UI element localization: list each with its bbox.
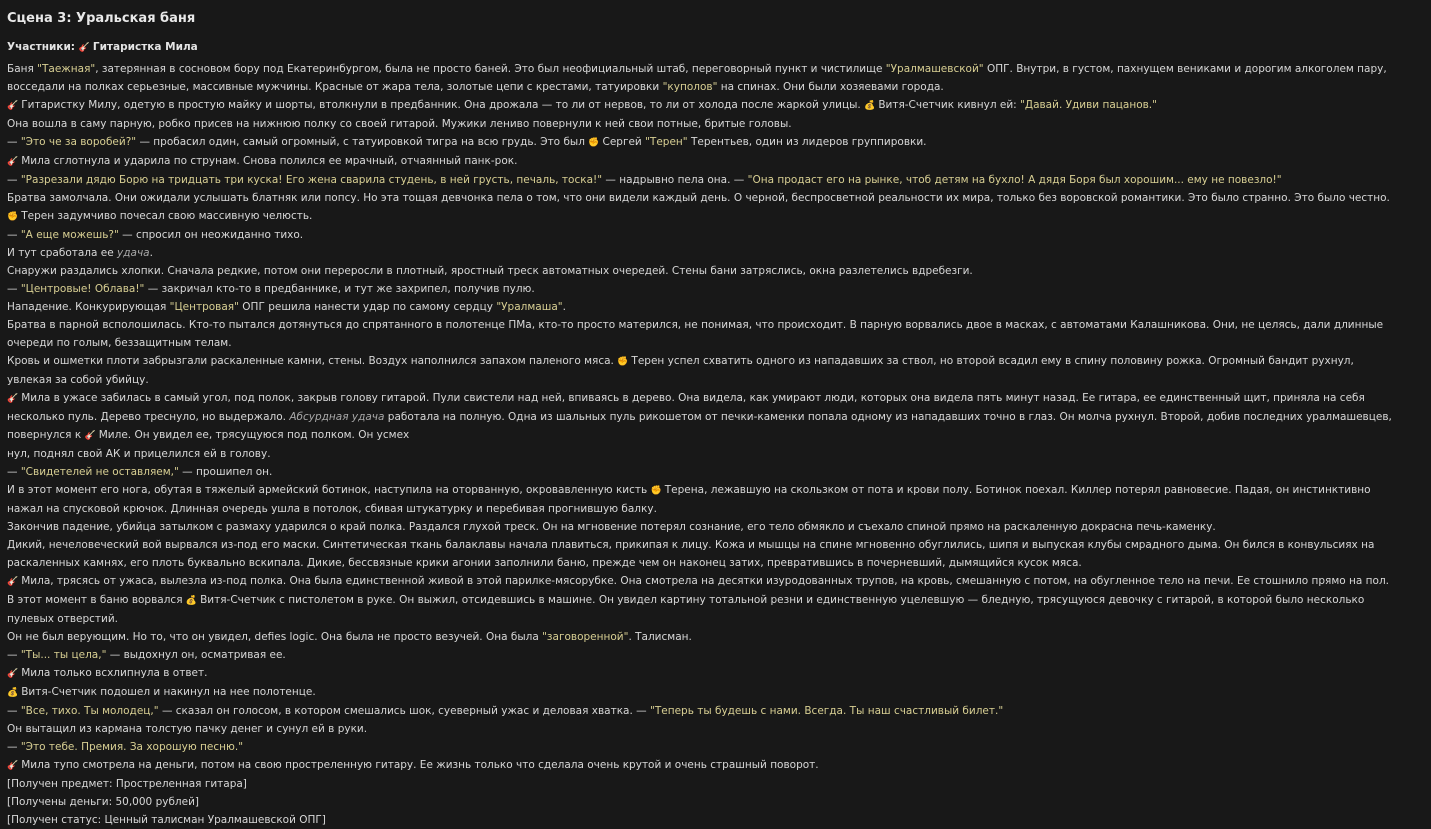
story-text: — (7, 466, 21, 478)
guitar-icon (85, 427, 96, 445)
story-line (7, 756, 1395, 775)
story-text: — (7, 229, 21, 241)
story-line (7, 352, 1395, 389)
story-line (7, 702, 1395, 720)
story-line (7, 389, 1395, 445)
story-text: — спросил он неожиданно тихо. (118, 229, 304, 241)
story-text: Она вошла в саму парную, робко присев на нижнюю полку со своей гитарой. Мужики лениво повернули к ней свои потные, бритые головы. (7, 118, 792, 130)
story-line (7, 646, 1395, 664)
story-line (7, 262, 1395, 280)
story-text: [Получен предмет: Простреленная гитара] (7, 778, 247, 790)
story-text: Мила только всхлипнула в ответ. (21, 667, 208, 679)
story-text: — надрывно пела она. — (602, 174, 748, 186)
quote-text: "Давай. Удиви пацанов." (1020, 99, 1157, 111)
story-line (7, 628, 1395, 646)
story-line (7, 518, 1395, 536)
fist-icon (588, 134, 599, 152)
story-line (7, 481, 1395, 518)
money-bag-icon (864, 97, 875, 115)
quote-text: "Все, тихо. Ты молодец," (20, 705, 159, 717)
italic-text: удача (117, 247, 150, 259)
story-text: Мила тупо смотрела на деньги, потом на свою простреленную гитару. Ее жизнь только что сделала очень крутой и очень страшный поворот. (21, 759, 819, 771)
story-line (7, 60, 1395, 96)
story-text: . Талисман. (628, 631, 692, 643)
story-line (7, 133, 1395, 152)
story-text: — прошипел он. (178, 466, 273, 478)
participant-name: Гитаристка Мила (92, 41, 198, 53)
story-text: Снаружи раздались хлопки. Сначала редкие, потом они переросли в плотный, яростный треск автоматных очередей. Стены бани затряслись, окна разлетелись вдребезги. (7, 265, 973, 277)
guitar-icon (7, 573, 18, 591)
story-line (7, 793, 1395, 811)
story-text: Дикий, нечеловеческий вой вырвался из-под его маски. Синтетическая ткань балаклавы начала плавиться, прикипая к лицу. Кожа и мышцы на спине мгновенно обуглились, шипя и выпуская клубы смрадного дыма. Он бился в конвульсиях на раскаленных камнях, его плоть буквально вскипала. Дикие, бессвязные крики агонии заполнили баню, прежде чем он наконец затих, превратившись в почерневший, дымящийся кусок мяса. (7, 539, 1375, 569)
quote-text: "Теперь ты будешь с нами. Всегда. Ты наш счастливый билет." (650, 705, 1004, 717)
story-text: Мила, трясясь от ужаса, вылезла из-под полка. Она была единственной живой в этой парилке-мясорубке. Она смотрела на десятки изуродованных трупов, на кровь, смешанную с потом, на обугленное тело на печи. Ее стошнило прямо на пол. (21, 575, 1389, 587)
story-text: ОПГ решила нанести удар по самому сердцу (238, 301, 497, 313)
story-text: Гитаристку Милу, одетую в простую майку и шорты, втолкнули в предбанник. Она дрожала — то ли от нервов, то ли от холода после жаркой улицы. (21, 99, 865, 111)
story-line (7, 96, 1395, 115)
story-lines (7, 60, 1395, 829)
story-text: — (7, 705, 21, 717)
quote-text: "Центровые! Облава!" (20, 283, 145, 295)
scene-title: Сцена 3: Уральская баня (7, 11, 196, 26)
story-text: — (7, 174, 21, 186)
guitar-icon (7, 390, 18, 408)
story-text: Баня (7, 63, 38, 75)
story-text: Сергей (602, 136, 646, 148)
quote-text: "заговоренной" (542, 631, 629, 643)
story-text: — (7, 649, 21, 661)
quote-text: "Ты... ты цела," (20, 649, 107, 661)
story-text: Братва в парной всполошилась. Кто-то пытался дотянуться до спрятанного в полотенце ПМа, кто-то просто матерился, не понимая, что происходит. В парную ворвались двое в масках, с автоматами Калашникова. Они, не целясь, дали длинные очереди по голым, беззащитным телам. (7, 319, 1384, 349)
story-text: — (7, 136, 21, 148)
story-line (7, 244, 1395, 262)
story-line (7, 738, 1395, 756)
story-line (7, 207, 1395, 226)
story-line (7, 152, 1395, 171)
story-text: — выдохнул он, осматривая ее. (106, 649, 286, 661)
story-text: Он вытащил из кармана толстую пачку денег и сунул ей в руки. (7, 723, 368, 735)
money-bag-icon (7, 684, 18, 702)
story-text: . (149, 247, 153, 259)
quote-text: "Таежная" (37, 63, 96, 75)
story-text: . (562, 301, 566, 313)
story-line (7, 445, 1395, 463)
story-text: Мила сглотнула и ударила по струнам. Снова полился ее мрачный, отчаянный панк-рок. (21, 155, 518, 167)
story-line (7, 298, 1395, 316)
story-line (7, 683, 1395, 702)
story-text: В этот момент в баню ворвался (7, 594, 186, 606)
story-line (7, 171, 1395, 189)
quote-text: "Это тебе. Премия. За хорошую песню." (20, 741, 244, 753)
story-text: Кровь и ошметки плоти забрызгали раскаленные камни, стены. Воздух наполнился запахом паленого мяса. (7, 355, 618, 367)
story-text: Закончив падение, убийца затылком с размаху ударился о край полка. Раздался глухой треск. Он на мгновение потерял сознание, его тело обмякло и съехало спиной прямо на раскаленную докрасна печь-каменку. (7, 521, 1216, 533)
story-text: — сказал он голосом, в котором смешались шок, суеверный ужас и деловая хватка. — (158, 705, 650, 717)
guitar-icon (7, 665, 18, 683)
story-text: И в этот момент его нога, обутая в тяжелый армейский ботинок, наступила на оторванную, окровавленную кисть (7, 484, 651, 496)
story-text: Миле. Он увидел ее, трясущуюся под полком. Он усмех (98, 429, 410, 441)
guitar-icon (7, 757, 18, 775)
story-container (7, 10, 1395, 829)
story-text: И тут сработала ее (7, 247, 118, 259)
quote-text: "А еще можешь?" (20, 229, 119, 241)
story-line (7, 536, 1395, 572)
story-line (7, 115, 1395, 133)
story-text: на спинах. Они были хозяевами города. (717, 81, 944, 93)
story-line (7, 664, 1395, 683)
guitar-icon (7, 97, 18, 115)
quote-text: "Разрезали дядю Борю на тридцать три куска! Его жена сварила студень, в ней грусть, печаль, тоска!" (20, 174, 603, 186)
quote-text: "Центровая" (169, 301, 239, 313)
story-text: Витя-Счетчик кивнул ей: (878, 99, 1021, 111)
story-text: [Получены деньги: 50,000 рублей] (7, 796, 200, 808)
story-text: — (7, 283, 21, 295)
story-text: Мила в ужасе забилась в самый угол, под полок, закрыв голову гитарой. Пули свистели над ней, впиваясь в дерево. Она видела, как умирают люди, которых она видела пять минут назад. Ее гитара, ее единственный щит, приняла на себя несколько пуль. Дерево треснуло, но выдержало. (7, 392, 1365, 423)
quote-text: "Она продаст его на рынке, чтоб детям на бухло! А дядя Боря был хорошим... ему не повезло!" (747, 174, 1282, 186)
quote-text: "Уралмашевской" (885, 63, 984, 75)
story-line (7, 591, 1395, 628)
money-bag-icon (186, 592, 197, 610)
story-line (7, 226, 1395, 244)
story-line (7, 280, 1395, 298)
participants-label: Участники: (7, 41, 75, 53)
story-text: Витя-Счетчик подошел и накинул на нее полотенце. (21, 686, 316, 698)
quote-text: "Уралмаша" (496, 301, 563, 313)
story-text: Братва замолчала. Они ожидали услышать блатняк или попсу. Но эта тощая девчонка пела о том, что они видели каждый день. О черной, беспросветной реальности их мира, только без воровской романтики. Это было странно. Это было честно. (7, 192, 1390, 204)
story-text: Терентьев, один из лидеров группировки. (687, 136, 927, 148)
story-text: — (7, 741, 21, 753)
story-line (7, 189, 1395, 207)
story-text: Терен задумчиво почесал свою массивную челюсть. (21, 210, 313, 222)
story-line (7, 463, 1395, 481)
story-line (7, 572, 1395, 591)
story-text: работала на полную. Одна из шальных пуль рикошетом от печки-каменки попала одному из нападавших точно в глаз. Он молча рухнул. Второй, добив последних уралмашевцев, повернулся к (7, 411, 1392, 441)
story-line (7, 775, 1395, 793)
italic-text: Абсурдная удача (289, 411, 385, 423)
guitar-icon (7, 153, 18, 171)
story-text: нул, поднял свой АК и прицелился ей в голову. (7, 448, 271, 460)
story-text: ОПГ. Внутри, в густом, пахнущем вениками и дорогим алкоголем пару, восседали на полках серьезные, массивные мужчины. Красные от жара тела, золотые цепи с крестами, татуировки (7, 63, 1387, 93)
fist-icon (7, 208, 18, 226)
quote-text: "Терен" (645, 136, 688, 148)
story-text: Терена, лежавшую на скользком от пота и крови полу. Ботинок поехал. Киллер потерял равновесие. Падая, он инстинктивно нажал на спусковой крючок. Длинная очередь ушла в потолок, сбивая штукатурку и перебивая прогнившую балку. (7, 484, 1371, 515)
quote-text: "куполов" (662, 81, 718, 93)
story-text: — пробасил один, самый огромный, с татуировкой тигра на всю грудь. Это был (136, 136, 589, 148)
story-text: , затерянная в сосновом бору под Екатеринбургом, была не просто баней. Это был неофициальный штаб, переговорный пункт и чистилище (95, 63, 886, 75)
story-line (7, 720, 1395, 738)
fist-icon (651, 482, 662, 500)
quote-text: "Это че за воробей?" (20, 136, 137, 148)
story-text: [Получен статус: Ценный талисман Уралмашевской ОПГ] (7, 814, 326, 826)
participants-line (7, 39, 1395, 56)
guitar-icon (79, 40, 90, 56)
story-text: — закричал кто-то в предбаннике, и тут же захрипел, получив пулю. (144, 283, 535, 295)
fist-icon (617, 353, 628, 371)
story-text: Он не был верующим. Но то, что он увидел, defies logic. Она была не просто везучей. Она была (7, 631, 543, 643)
quote-text: "Свидетелей не оставляем," (20, 466, 179, 478)
story-line (7, 316, 1395, 352)
story-text: Нападение. Конкурирующая (7, 301, 170, 313)
story-text: Терен успел схватить одного из нападавших за ствол, но второй всадил ему в спину половину рожка. Огромный бандит рухнул, увлекая за собой убийцу. (7, 355, 1354, 386)
story-text: Витя-Счетчик с пистолетом в руке. Он выжил, отсидевшись в машине. Он увидел картину тотальной резни и единственную уцелевшую — бледную, трясущуюся девочку с гитарой, в которой было несколько пулевых отверстий. (7, 594, 1365, 625)
